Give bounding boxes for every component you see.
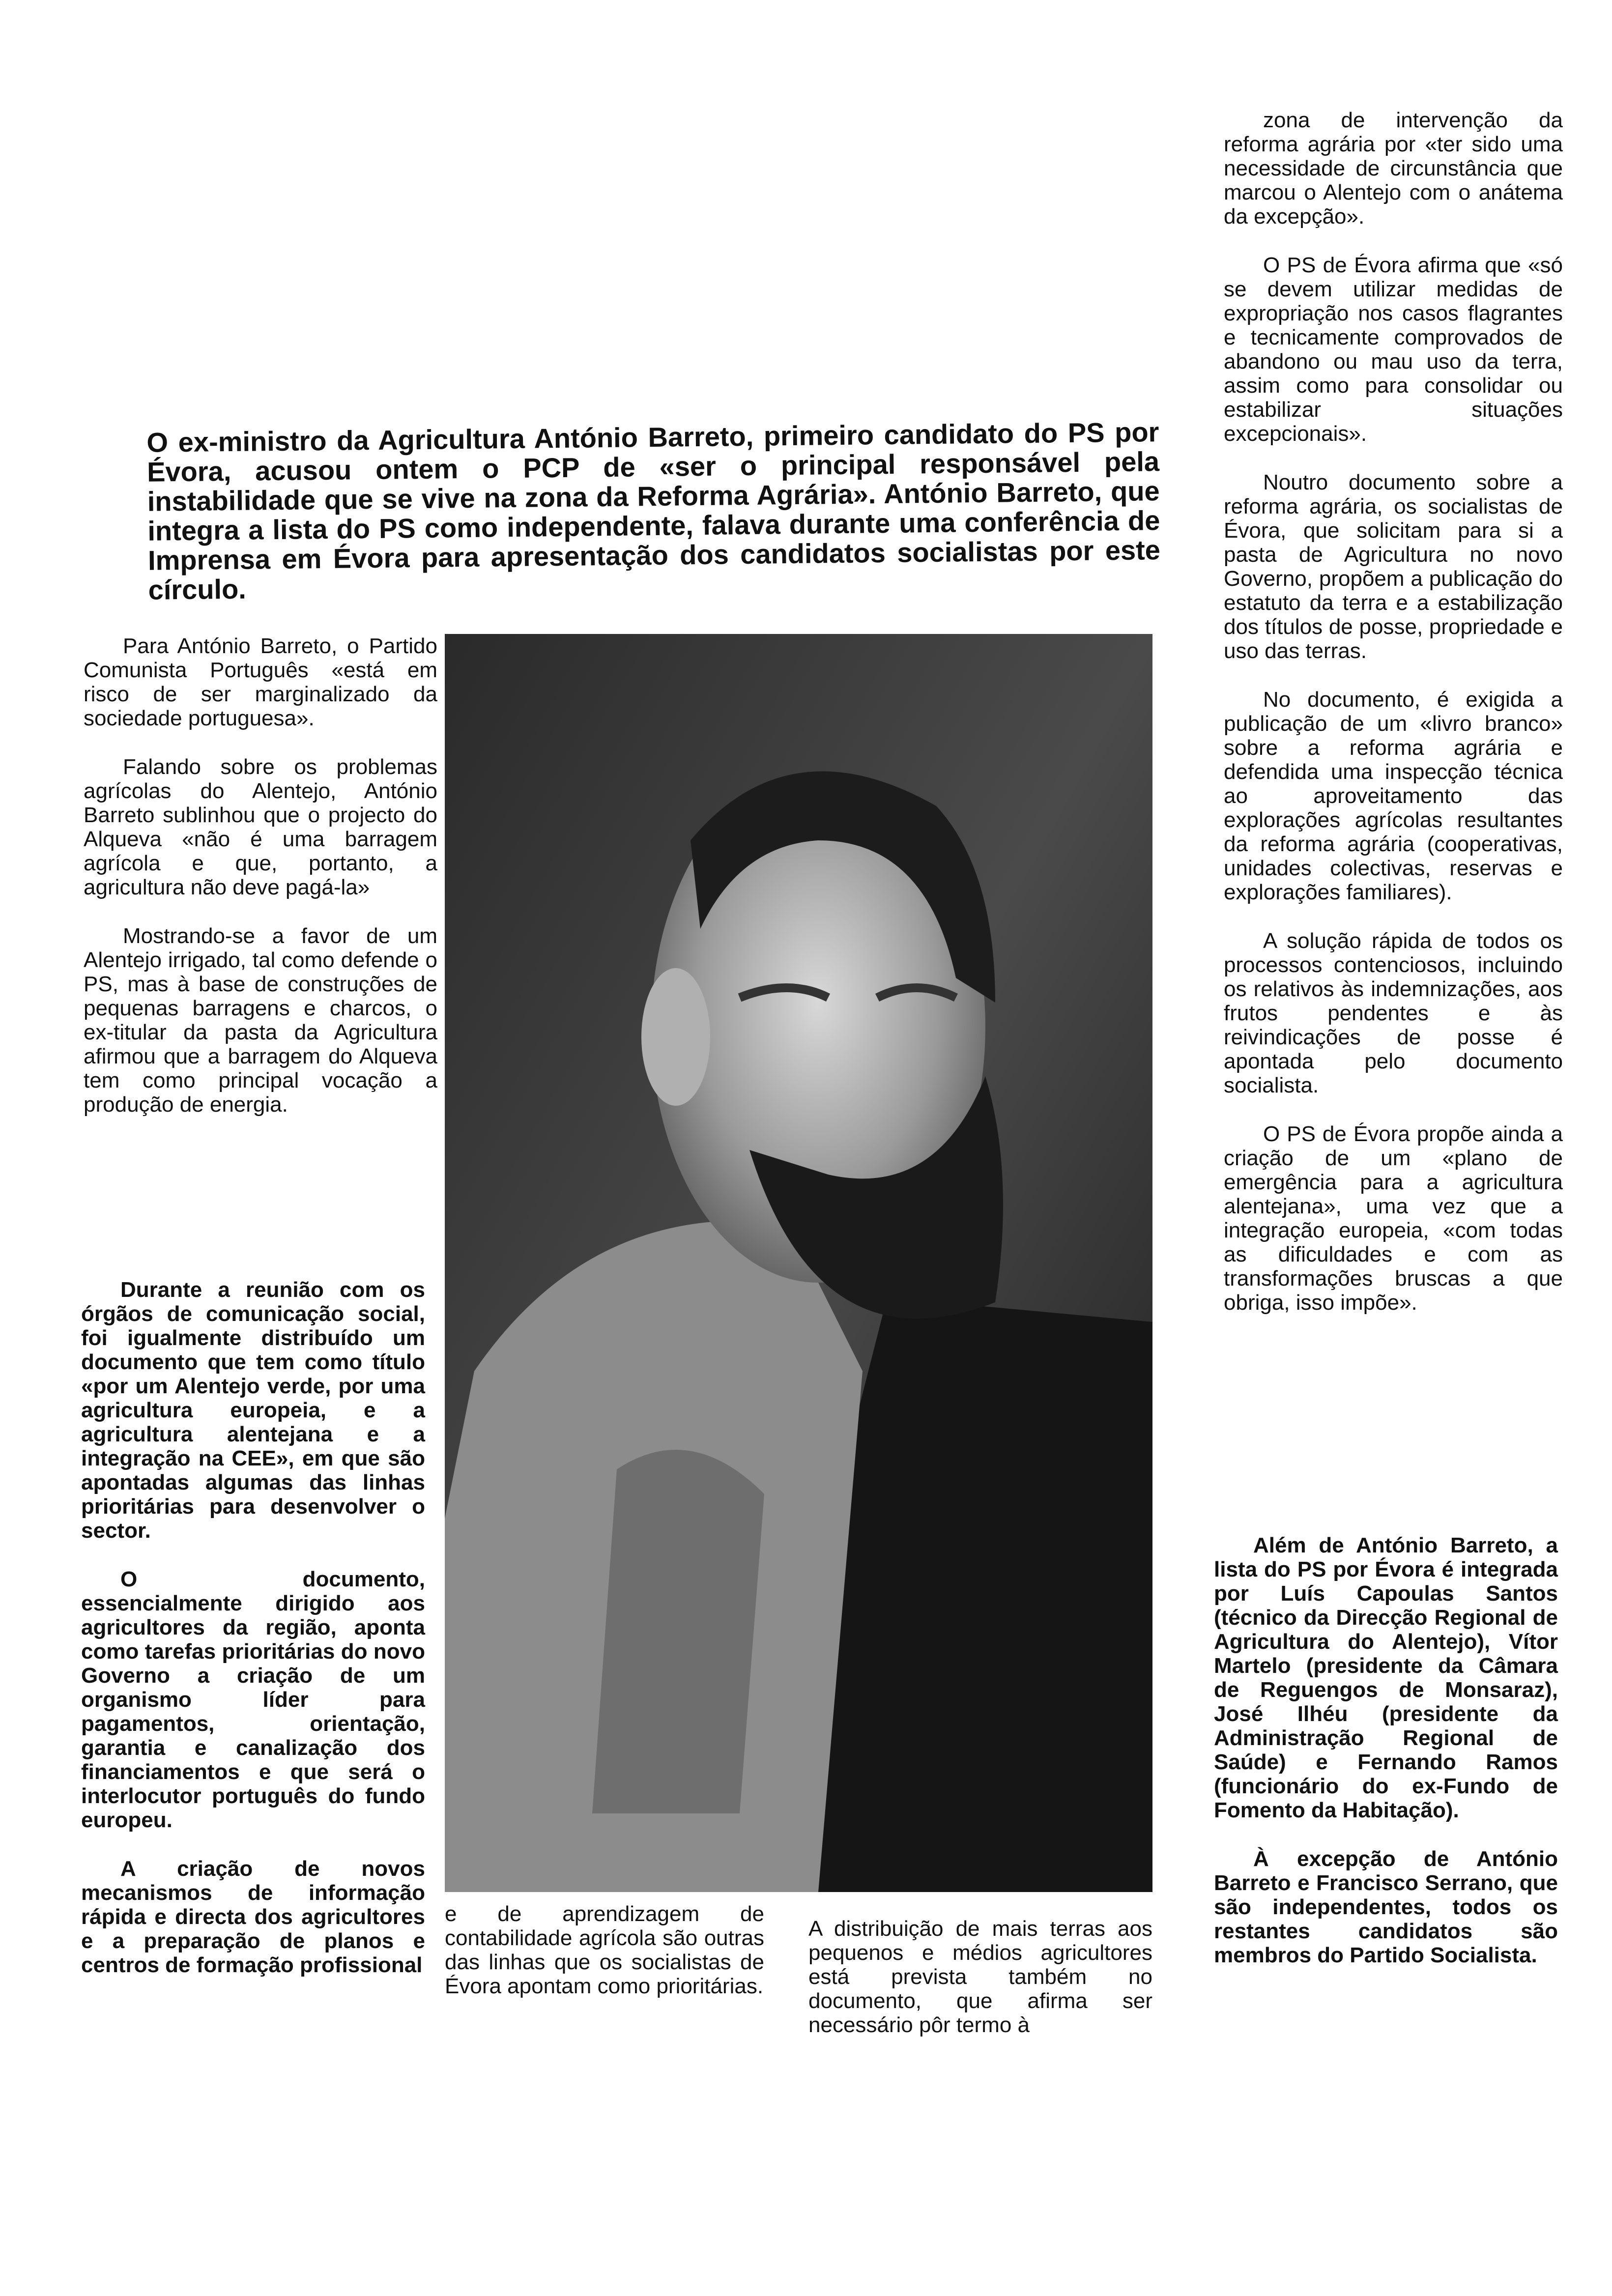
paragraph: Além de António Barreto, a lista do PS por Évora é integrada por Luís Capoulas Santos (técnico da Direcção Regional de Agricultura do Alentejo), Vítor Martelo (presidente da Câmara de Reguengos de Monsaraz), José Ilhéu (presidente da Administração Regional de Saúde) e Fernando Ramos (funcionário do ex-Fundo de Fomento da Habitação). <box>1214 1533 1558 1822</box>
paragraph: O documento, essencialmente dirigido aos agricultores da região, aponta como tarefas prioritárias do novo Governo a criação de um organismo líder para pagamentos, orientação, garantia e canalização dos financiamentos e que será o interlocutor português do fundo europeu. <box>81 1567 425 1832</box>
lead-paragraph: O ex-ministro da Agricultura António Barreto, primeiro candidato do PS por Évora, acusou ontem o PCP de «ser o principal responsável pela instabilidade que se vive na zona da Reforma Agrária». António Barreto, que integra a lista do PS como independente, falava durante uma conferência de Imprensa em Évora para apresentação dos candidatos socialistas por este círculo. <box>146 416 1161 605</box>
paragraph: Falando sobre os problemas agrícolas do Alentejo, António Barreto sublinhou que o projecto do Alqueva «não é uma barragem agrícola e que, portanto, a agricultura não deve pagá-la» <box>84 755 437 899</box>
paragraph: zona de intervenção da reforma agrária por «ter sido uma necessidade de circunstância que marcou o Alentejo com o anátema da excepção». <box>1224 108 1563 229</box>
bottom-column-1: e de aprendizagem de contabilidade agrícola são outras das linhas que os socialistas de Évora apontam como prioritárias. <box>445 1902 764 1998</box>
bottom-column-2: A distribuição de mais terras aos pequenos e médios agricultores está prevista também no documento, que afirma ser necessário pôr termo à <box>808 1917 1152 2037</box>
paragraph: Noutro documento sobre a reforma agrária, os socialistas de Évora, que solicitam para si a pasta de Agricultura no novo Governo, propõem a publicação do estatuto da terra e a estabilização dos títulos de posse, propriedade e uso das terras. <box>1224 470 1563 663</box>
paragraph: No documento, é exigida a publicação de um «livro branco» sobre a reforma agrária e defendida uma inspecção técnica ao aproveitamento das explorações agrícolas resultantes da reforma agrária (cooperativas, unidades colectivas, reservas e explorações familiares). <box>1224 688 1563 904</box>
right-column-bold <box>1214 1533 1558 1992</box>
paragraph: O PS de Évora afirma que «só se devem utilizar medidas de expropriação nos casos flagrantes e tecnicamente comprovados de abandono ou mau uso da terra, assim como para consolidar ou estabilizar situações excepcionais». <box>1224 253 1563 446</box>
right-column <box>1224 108 1563 1339</box>
paragraph: Durante a reunião com os órgãos de comunicação social, foi igualmente distribuído um documento que tem como título «por um Alentejo verde, por uma agricultura europeia, e a agricultura alentejana e a integração na CEE», em que são apontadas algumas das linhas prioritárias para desenvolver o sector. <box>81 1278 425 1543</box>
paragraph: A criação de novos mecanismos de informação rápida e directa dos agricultores e a preparação de planos e centros de formação profissional <box>81 1857 425 1977</box>
left-column <box>84 634 437 1141</box>
paragraph: A solução rápida de todos os processos contenciosos, incluindo os relativos às indemnizações, aos frutos pendentes e às reivindicações de posse é apontada pelo documento socialista. <box>1224 929 1563 1097</box>
paragraph: Mostrando-se a favor de um Alentejo irrigado, tal como defende o PS, mas à base de construções de pequenas barragens e charcos, o ex-titular da pasta da Agricultura afirmou que a barragem do Alqueva tem como principal vocação a produção de energia. <box>84 924 437 1117</box>
paragraph: À excepção de António Barreto e Francisco Serrano, que são independentes, todos os restantes candidatos são membros do Partido Socialista. <box>1214 1847 1558 1967</box>
left-column-bold <box>81 1278 425 2002</box>
paragraph: O PS de Évora propõe ainda a criação de um «plano de emergência para a agricultura alentejana», uma vez que a integração europeia, «com todas as dificuldades e com as transformações bruscas a que obriga, isso impõe». <box>1224 1122 1563 1315</box>
paragraph: Para António Barreto, o Partido Comunista Português «está em risco de ser marginalizado da sociedade portuguesa». <box>84 634 437 730</box>
portrait-photo <box>445 634 1152 1892</box>
